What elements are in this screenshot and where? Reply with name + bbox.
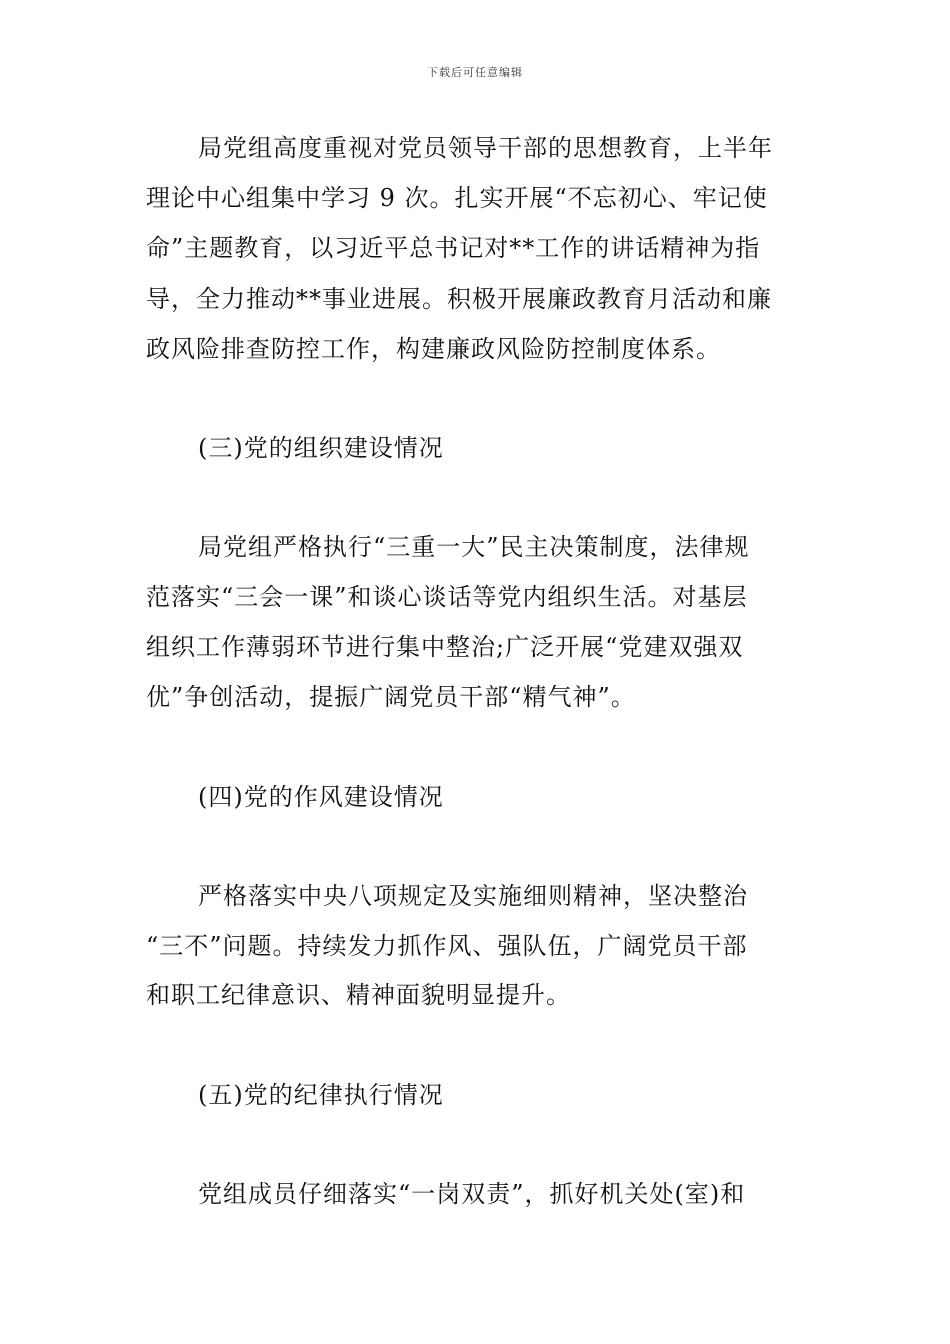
paragraph-line: 和职工纪律意识、精神面貌明显提升。 — [146, 981, 571, 1009]
paragraph-line: 理论中心组集中学习 9 次。扎实开展“不忘初心、牢记使 — [146, 184, 768, 212]
paragraph-line: 局党组高度重视对党员领导干部的思想教育，上半年 — [198, 134, 773, 162]
section-heading: (五)党的纪律执行情况 — [198, 1081, 444, 1109]
paragraph-line: 命”主题教育，以习近平总书记对**工作的讲话精神为指 — [146, 234, 761, 262]
paragraph-line: 严格落实中央八项规定及实施细则精神，坚决整治 — [198, 882, 748, 910]
paragraph-line: 导，全力推动**事业进展。积极开展廉政教育月活动和廉 — [146, 285, 772, 313]
paragraph-line: “三不”问题。持续发力抓作风、强队伍，广阔党员干部 — [146, 932, 748, 960]
paragraph-line: 优”争创活动，提振广阔党员干部“精气神”。 — [146, 683, 636, 711]
section-heading: (三)党的组织建设情况 — [198, 434, 444, 462]
paragraph-line: 局党组严格执行“三重一大”民主决策制度，法律规 — [198, 533, 750, 561]
paragraph-line: 范落实“三会一课”和谈心谈话等党内组织生活。对基层 — [146, 583, 748, 611]
page-header-note: 下载后可任意编辑 — [427, 66, 523, 79]
paragraph-line: 政风险排查防控工作，构建廉政风险防控制度体系。 — [146, 335, 721, 363]
paragraph-line: 组织工作薄弱环节进行集中整治;广泛开展“党建双强双 — [146, 633, 744, 661]
paragraph-line: 党组成员仔细落实“一岗双责”，抓好机关处(室)和 — [198, 1180, 746, 1208]
section-heading: (四)党的作风建设情况 — [198, 783, 444, 811]
